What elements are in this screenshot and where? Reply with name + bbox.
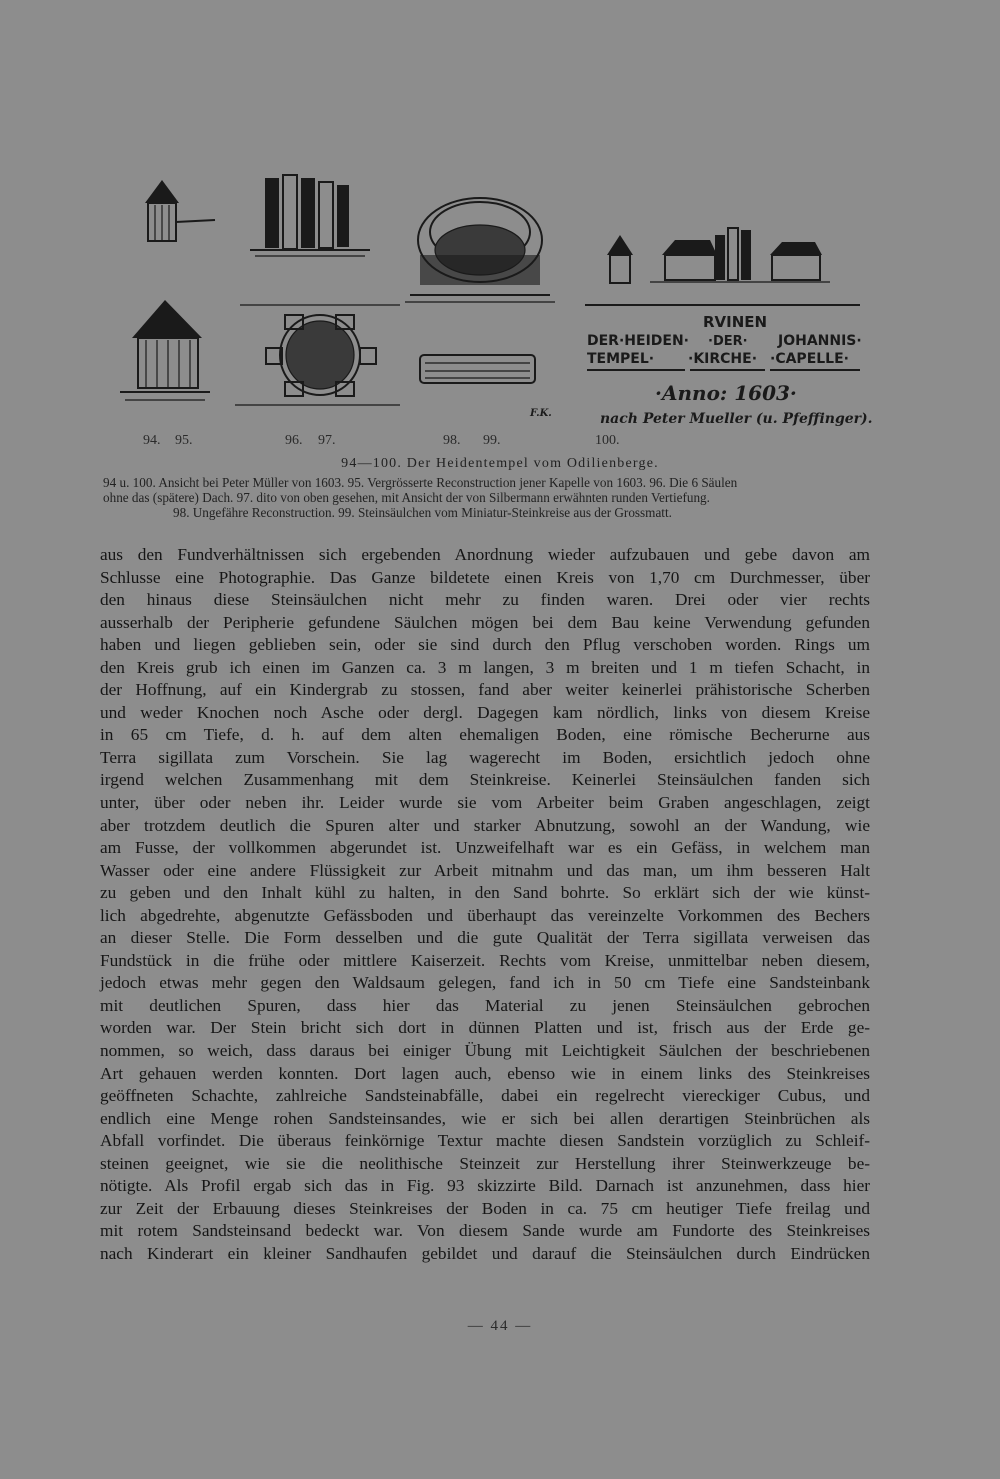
text-line: aber trotzdem deutlich die Spuren alter und starker Abnutzung, sowohl an der Wandung, wie [100,815,870,835]
label-johannis: JOHANNIS· [778,333,862,349]
caption-line: 98. Ungefähre Reconstruction. 99. Steinsäulchen vom Miniatur-Steinkreise aus der Grossmatt. [173,505,672,520]
text-line: aus den Fundverhältnissen sich ergebenden Anordnung wieder aufzubauen und gebe davon am [100,545,870,564]
text-line: geöffneten Schachte, zahlreiche Sandsteinabfälle, dabei ein regelrecht viereckiger Cubus, und [100,1086,870,1106]
text-line: irgend welchen Zusammenhang mit dem Steinkreise. Keinerlei Steinsäulchen fanden sich [100,770,870,790]
text-line: Terra sigillata zum Vorschein. Sie lag wagerecht im Boden, ersichtlich jedoch ohne [100,747,870,767]
text-line: in 65 cm Tiefe, d. h. auf dem alten ehemaligen Boden, eine römische Becherurne aus [100,725,870,745]
illustration-plate [110,170,880,440]
caption-line: 94 u. 100. Ansicht bei Peter Müller von 1603. 95. Vergrösserte Reconstruction jener Kapelle von 1603. 96. Die 6 Säulen [103,475,738,490]
text-line: endlich eine Menge rohen Sandsteinsandes, wie er sich bei allen derartigen Steinbrüchen als [100,1108,870,1128]
body-text [100,544,870,1266]
text-line: an dieser Stelle. Die Form desselben und die gute Qualität der Terra sigillata verweisen das [100,928,870,948]
label-der-heiden: DER·HEIDEN· [587,333,689,349]
text-line: nötigte. Als Profil ergab sich das in Fig. 93 skizzirte Bild. Darnach ist anzunehmen, dass hier [100,1176,870,1196]
fig-100-panorama-drawing [585,228,860,305]
label-der: ·DER· [708,334,748,349]
label-capelle: ·CAPELLE· [770,351,849,367]
fig-number: 99. [483,433,501,448]
text-line: lich abgedrehte, abgenutzte Gefässboden und überhaupt das vereinzelte Vorkommen des Bechers [100,905,870,925]
fig-95-large-chapel-drawing [120,300,210,400]
text-line: Fundstück in die frühe oder mittlere Kaiserzeit. Rechts vom Kreise, unmittelbar neben diesem, [100,950,870,970]
fig-number: 100. [595,433,620,448]
text-line: unter, über oder neben ihr. Leider wurde sie vom Arbeiter beim Graben angeschlagen, zeigt [100,793,870,813]
fig-number: 97. [318,433,336,448]
text-line: Abfall vorfindet. Die überaus feinkörnige Textur machte diesen Sandstein vorzüglich zu Schleif- [100,1131,870,1151]
fig-96-six-columns-drawing [250,175,370,256]
text-line: der Hoffnung, auf ein Kindergrab zu stossen, fand aber weiter keinerlei prähistorische Scherben [100,680,870,700]
text-line: am Fusse, der vollkommen abgerundet ist. Unzweifelhaft war es ein Gefäss, in welchem man [100,838,870,858]
caption-title: 94—100. Der Heidentempel vom Odilienberge. [341,456,659,471]
text-line: zur Zeit der Erbauung dieses Steinkreises der Boden in ca. 75 cm heutiger Tiefe freilag und [100,1198,870,1218]
text-line: mit deutlichen Spuren, dass hier das Material zu jenen Steinsäulchen gebrochen [100,995,870,1015]
label-kirche: ·KIRCHE· [688,351,758,367]
text-line: nach Kinderart ein kleiner Sandhaufen gebildet und darauf die Steinsäulchen durch Eindrücken [100,1243,870,1263]
page-number: — 44 — [467,1318,533,1334]
text-line: den Kreis grub ich einen im Ganzen ca. 3 m langen, 3 m breiten und 1 m tiefen Schacht, in [100,657,870,677]
figure-numbers [0,433,1000,453]
text-line: steinen geeignet, wie sie die neolithische Steinzeit zur Herstellung ihrer Steinwerkzeuge be- [100,1153,870,1173]
text-line: worden war. Der Stein bricht sich dort in dünnen Platten und ist, frisch aus der Erde ge- [100,1018,870,1038]
text-line: und weder Knochen noch Asche oder dergl. Dagegen kam nördlich, links von diesem Kreise [100,702,870,722]
fig-94-small-temple-drawing [145,180,215,241]
label-anno: ·Anno: 1603· [655,381,797,405]
caption-body [103,475,873,520]
fig-number: 98. [443,433,461,448]
text-line: Schlusse eine Photographie. Das Ganze bildetete einen Kreis von 1,70 cm Durchmesser, über [100,567,870,587]
label-source: nach Peter Mueller (u. Pfeffinger). [600,411,873,427]
caption-line: ohne das (spätere) Dach. 97. dito von oben gesehen, mit Ansicht der von Silbermann erwähnten runden Vertiefung. [103,490,710,505]
fig-97-top-view-drawing [235,305,400,405]
heidentempel-illustrations [110,170,880,440]
fig-number: 94. [143,433,161,448]
text-line: Wasser oder eine andere Flüssigkeit zur Arbeit mitnahm und das man, um ihm besseren Halt [100,860,870,880]
text-line: jedoch etwas mehr gegen den Waldsaum gelegen, fand ich in 50 cm Tiefe eine Sandsteinbank [100,973,870,993]
text-line: ausserhalb der Peripherie gefundene Säulchen mögen bei dem Bau keine Verwendung gefunden [100,612,870,632]
fig-number: 96. [285,433,303,448]
text-line: mit rotem Sandsteinsand bedeckt war. Von diesem Sande wurde am Fundorte des Steinkreises [100,1221,870,1241]
label-ruinen: RVINEN [703,313,768,331]
text-line: zu geben und den Inhalt kühl zu halten, in den Sand bohrte. So erklärt sich der wie künst- [100,883,870,903]
text-line: den hinaus diese Steinsäulchen nicht mehr zu finden waren. Drei oder vier rechts [100,590,870,610]
text-line: haben und liegen geblieben sein, oder sie sind durch den Pflug verschoben worden. Rings um [100,635,870,655]
fig-number: 95. [175,433,193,448]
text-line: nommen, so weich, dass daraus bei einiger Übung mit Leichtigkeit Säulchen der beschriebenen [100,1041,870,1061]
label-tempel: TEMPEL· [587,351,655,367]
artist-monogram: F.K. [530,408,552,419]
text-line: Art gehauen werden konnten. Dort lagen auch, ebenso wie in einem links des Steinkreises [100,1063,870,1083]
fig-98-stone-circle-drawing [405,198,555,302]
fig-99-stone-column-drawing [420,355,535,383]
